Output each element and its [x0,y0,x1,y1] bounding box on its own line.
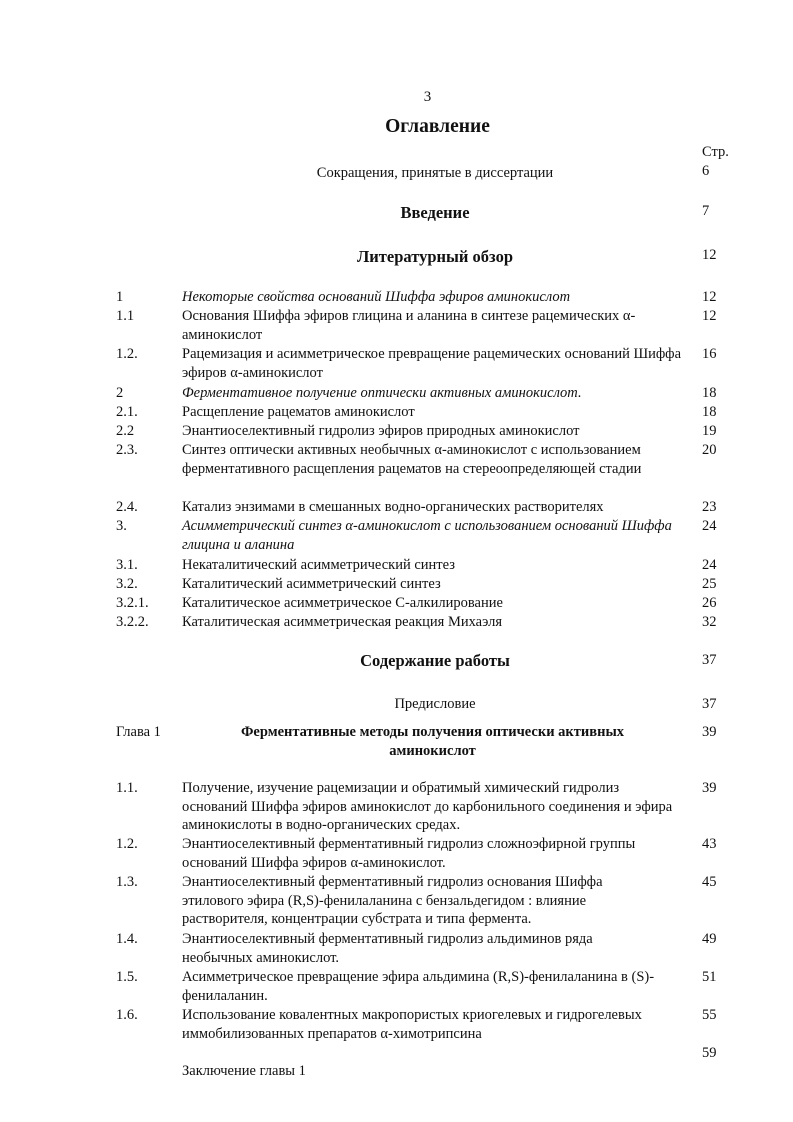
toc-text: Каталитическая асимметрическая реакция Михаэля [182,614,502,630]
toc-text: Синтез оптически активных необычных α-аминокислот с использованием ферментативного расщепления рацематов на стереоопределяющей стадии [182,442,642,477]
toc-num: 2 [116,385,124,401]
toc-page: 23 [702,499,717,515]
toc-page: 20 [702,442,717,458]
toc-title: Оглавление [385,116,490,137]
intro-page: 7 [702,203,710,219]
toc-num: 1.6. [116,1007,138,1023]
toc-text: Асимметрическое превращение эфира альдимина (R,S)-фенилаланина в (S)-фенилаланин. [182,969,655,1004]
toc-text: Некаталитический асимметрический синтез [182,557,455,573]
toc-text: Некоторые свойства оснований Шиффа эфиров аминокислот [182,289,571,305]
conclusion-label: Заключение главы 1 [182,1063,306,1079]
toc-text: Основания Шиффа эфиров глицина и аланина в синтезе рацемических α-аминокислот [182,308,636,343]
chapter1-page: 39 [702,724,717,740]
toc-page: 19 [702,423,717,439]
toc-text: Каталитический асимметрический синтез [182,576,441,592]
preface-page: 37 [702,696,717,712]
toc-text: Ферментативное получение оптически активных аминокислот. [182,385,582,401]
toc-page: 25 [702,576,717,592]
chapter1-num: Глава 1 [116,724,161,740]
abbrev-page: 6 [702,163,710,179]
intro-heading: Введение [400,203,470,222]
toc-text: Использование ковалентных макропористых криогелевых и гидрогелевых иммобилизованных препаратов α-химотрипсина [182,1007,642,1042]
preface-label: Предисловие [394,696,476,712]
toc-page: 49 [702,931,717,947]
toc-num: 1.5. [116,969,138,985]
toc-page: 26 [702,595,717,611]
toc-page: 39 [702,780,717,796]
toc-num: 2.2 [116,423,135,439]
toc-num: 2.1. [116,404,138,420]
toc-page: 32 [702,614,717,630]
page-column-header: Стр. [702,144,729,160]
toc-num: 1.4. [116,931,138,947]
toc-num: 3.2.2. [116,614,149,630]
toc-num: 2.4. [116,499,138,515]
lit-page: 12 [702,247,717,263]
toc-page: 16 [702,346,717,362]
toc-page: 12 [702,289,717,305]
toc-text: Энантиоселективный ферментативный гидролиз основания Шиффа этилового эфира (R,S)-фенилаланина с бензальдегидом : влияние растворителя, концентрации субстрата и типа фермента. [182,874,603,928]
lit-heading: Литературный обзор [356,247,514,266]
toc-page: 12 [702,308,717,324]
toc-text: Рацемизация и асимметрическое превращение рацемических оснований Шиффа эфиров α-аминокислот [182,346,682,381]
toc-page: 51 [702,969,717,985]
toc-page: 18 [702,385,717,401]
toc-page: 45 [702,874,717,890]
toc-num: 1 [116,289,124,305]
toc-text: Энантиоселективный ферментативный гидролиз альдиминов ряда необычных аминокислот. [182,931,593,966]
toc-num: 1.2. [116,346,138,362]
toc-page: 43 [702,836,717,852]
page-number: 3 [423,89,432,105]
toc-page: 24 [702,557,717,573]
toc-text: Получение, изучение рацемизации и обратимый химический гидролиз оснований Шиффа эфиров аминокислот до карбонильного соединения и эфира аминокислоты в водно-органических средах. [182,780,673,834]
toc-num: 1.1 [116,308,135,324]
chapter1-title: Ферментативные методы получения оптически активных аминокислот [240,724,625,759]
toc-page: 55 [702,1007,717,1023]
toc-num: 1.3. [116,874,138,890]
toc-num: 3. [116,518,127,534]
toc-num: 1.2. [116,836,138,852]
content-heading: Содержание работы [360,651,510,670]
toc-page: 18 [702,404,717,420]
toc-page: 24 [702,518,717,534]
toc-text: Каталитическое асимметрическое C-алкилирование [182,595,503,611]
abbrev-label: Сокращения, принятые в диссертации [316,165,554,181]
toc-text: Асимметрический синтез α-аминокислот с использованием оснований Шиффа глицина и аланина [182,518,672,553]
content-page: 37 [702,652,717,668]
toc-num: 1.1. [116,780,138,796]
conclusion-page: 59 [702,1045,717,1061]
toc-num: 2.3. [116,442,138,458]
toc-num: 3.1. [116,557,138,573]
toc-text: Расщепление рацематов аминокислот [182,404,415,420]
toc-text: Энантиоселективный ферментативный гидролиз сложноэфирной группы оснований Шиффа эфиров α-аминокислот. [182,836,636,871]
toc-num: 3.2.1. [116,595,149,611]
toc-text: Энантиоселективный гидролиз эфиров природных аминокислот [182,423,580,439]
toc-text: Катализ энзимами в смешанных водно-органических растворителях [182,499,604,515]
toc-num: 3.2. [116,576,138,592]
